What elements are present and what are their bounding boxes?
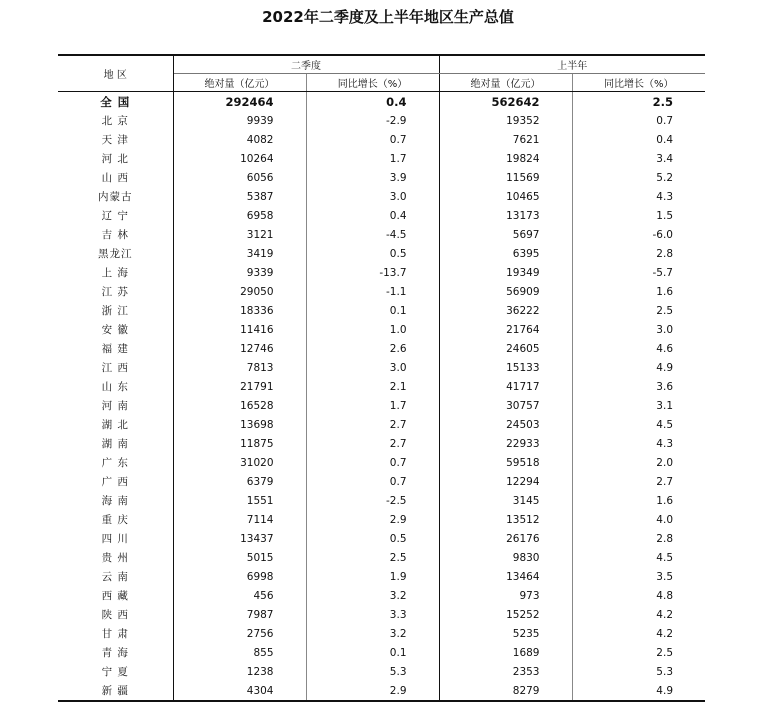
- region-name: 重 庆: [58, 510, 173, 529]
- table-row: [58, 149, 705, 168]
- q2-growth-cell: 1.7: [306, 149, 439, 168]
- table-row: [58, 206, 705, 225]
- q2-growth-cell: 0.7: [306, 453, 439, 472]
- h1-abs-cell: 24503: [439, 415, 572, 434]
- h1-growth-cell: 5.3: [656, 665, 673, 678]
- region-name: 广 西: [58, 472, 173, 491]
- h1-abs-cell: 26176: [439, 529, 572, 548]
- h1-growth-cell: -5.7: [652, 266, 673, 279]
- h1-abs-cell: 5697: [439, 225, 572, 244]
- h1-growth-cell: 3.5: [656, 570, 673, 583]
- h1-growth-cell: 4.5: [656, 551, 673, 564]
- region-name: 河 南: [58, 396, 173, 415]
- q2-growth-cell: 0.5: [306, 244, 439, 263]
- region-name: 全 国: [58, 92, 173, 112]
- region-name: 江 西: [58, 358, 173, 377]
- h1-abs-cell: 13512: [439, 510, 572, 529]
- h1-abs-cell: 3145: [439, 491, 572, 510]
- q2-abs-cell: 292464: [173, 92, 306, 112]
- h1-growth-cell: -6.0: [652, 228, 673, 241]
- region-name: 西 藏: [58, 586, 173, 605]
- q2-abs-cell: 31020: [173, 453, 306, 472]
- region-name: 河 北: [58, 149, 173, 168]
- q2-abs-cell: 9939: [173, 111, 306, 130]
- h1-growth-cell: 3.1: [656, 399, 673, 412]
- h1-growth-cell: 4.3: [656, 437, 673, 450]
- table-row: [58, 130, 705, 149]
- h1-growth-cell: 5.2: [656, 171, 673, 184]
- q2-growth-cell: 2.6: [306, 339, 439, 358]
- h1-growth-cell: 4.9: [656, 361, 673, 374]
- q2-growth-cell: 3.3: [306, 605, 439, 624]
- h1-abs-cell: 30757: [439, 396, 572, 415]
- table-row: [58, 529, 705, 548]
- q2-growth-cell: 1.7: [306, 396, 439, 415]
- q2-abs-cell: 7813: [173, 358, 306, 377]
- h1-abs-cell: 13464: [439, 567, 572, 586]
- region-name: 四 川: [58, 529, 173, 548]
- h1-growth-cell: 4.0: [656, 513, 673, 526]
- h1-abs-cell: 12294: [439, 472, 572, 491]
- region-name: 云 南: [58, 567, 173, 586]
- q2-abs-cell: 11875: [173, 434, 306, 453]
- h1-abs-cell: 59518: [439, 453, 572, 472]
- region-name: 黑龙江: [58, 244, 173, 263]
- table-row: [58, 263, 705, 282]
- h1-growth-cell: 2.5: [656, 304, 673, 317]
- table-row: [58, 605, 705, 624]
- q2-growth-cell: 0.1: [306, 643, 439, 662]
- region-name: 青 海: [58, 643, 173, 662]
- region-name: 宁 夏: [58, 662, 173, 681]
- h1-growth-cell: 2.5: [656, 646, 673, 659]
- table-row: [58, 472, 705, 491]
- h1-growth-cell: 2.8: [656, 247, 673, 260]
- q2-abs-header: 绝对量（亿元）: [173, 74, 306, 92]
- q2-growth-cell: 3.2: [306, 586, 439, 605]
- table-row: [58, 301, 705, 320]
- q2-growth-cell: -2.9: [306, 111, 439, 130]
- h1-abs-cell: 24605: [439, 339, 572, 358]
- h1-growth-cell: 1.5: [656, 209, 673, 222]
- q2-abs-cell: 29050: [173, 282, 306, 301]
- q2-growth-cell: 1.0: [306, 320, 439, 339]
- q2-abs-cell: 12746: [173, 339, 306, 358]
- q2-abs-cell: 7987: [173, 605, 306, 624]
- h1-growth-cell: 4.5: [656, 418, 673, 431]
- h1-header: 上半年: [439, 55, 705, 74]
- h1-growth-cell: 4.9: [572, 681, 705, 701]
- region-name: 陕 西: [58, 605, 173, 624]
- q2-header: 二季度: [173, 55, 439, 74]
- q2-abs-cell: 5387: [173, 187, 306, 206]
- q2-growth-cell: 0.4: [306, 92, 439, 112]
- q2-abs-cell: 6056: [173, 168, 306, 187]
- h1-abs-cell: 7621: [439, 130, 572, 149]
- region-name: 江 苏: [58, 282, 173, 301]
- h1-abs-cell: 21764: [439, 320, 572, 339]
- region-name: 山 西: [58, 168, 173, 187]
- q2-growth-cell: 3.0: [306, 187, 439, 206]
- table-row: [58, 567, 705, 586]
- h1-abs-cell: 15252: [439, 605, 572, 624]
- h1-abs-cell: 19824: [439, 149, 572, 168]
- region-name: 甘 肃: [58, 624, 173, 643]
- table-row: [58, 244, 705, 263]
- region-name: 新 疆: [58, 681, 173, 701]
- q2-abs-cell: 21791: [173, 377, 306, 396]
- q2-growth-cell: 2.1: [306, 377, 439, 396]
- q2-growth-cell: 2.9: [306, 681, 439, 701]
- region-header: 地 区: [58, 55, 173, 92]
- q2-abs-cell: 2756: [173, 624, 306, 643]
- region-name: 湖 北: [58, 415, 173, 434]
- table-row: [58, 453, 705, 472]
- table-row-total: [58, 92, 705, 112]
- table-row: [58, 415, 705, 434]
- table-row: [58, 624, 705, 643]
- q2-abs-cell: 10264: [173, 149, 306, 168]
- h1-abs-cell: 41717: [439, 377, 572, 396]
- q2-growth-cell: 0.7: [306, 130, 439, 149]
- region-name: 浙 江: [58, 301, 173, 320]
- h1-growth-cell: 4.2: [656, 627, 673, 640]
- region-name: 吉 林: [58, 225, 173, 244]
- table-row: [58, 510, 705, 529]
- h1-abs-cell: 2353: [439, 662, 572, 681]
- q2-abs-cell: 456: [173, 586, 306, 605]
- h1-abs-cell: 5235: [439, 624, 572, 643]
- q2-growth-cell: 3.9: [306, 168, 439, 187]
- region-name: 山 东: [58, 377, 173, 396]
- h1-growth-cell: 2.7: [656, 475, 673, 488]
- h1-abs-cell: 10465: [439, 187, 572, 206]
- h1-growth-cell: 3.4: [656, 152, 673, 165]
- q2-growth-cell: -2.5: [306, 491, 439, 510]
- q2-growth-cell: 3.0: [306, 358, 439, 377]
- q2-abs-cell: 4082: [173, 130, 306, 149]
- gdp-table: [58, 54, 705, 702]
- h1-growth-cell: 0.4: [656, 133, 673, 146]
- q2-abs-cell: 1551: [173, 491, 306, 510]
- q2-growth-cell: 1.9: [306, 567, 439, 586]
- region-name: 内蒙古: [58, 187, 173, 206]
- h1-abs-cell: 56909: [439, 282, 572, 301]
- table-row: [58, 643, 705, 662]
- h1-growth-cell: 2.0: [656, 456, 673, 469]
- h1-growth-cell: 3.0: [656, 323, 673, 336]
- table-row: [58, 187, 705, 206]
- region-name: 湖 南: [58, 434, 173, 453]
- h1-abs-cell: 562642: [439, 92, 572, 112]
- q2-abs-cell: 3121: [173, 225, 306, 244]
- table-row: [58, 168, 705, 187]
- h1-abs-cell: 36222: [439, 301, 572, 320]
- table-row: [58, 225, 705, 244]
- h1-abs-cell: 19349: [439, 263, 572, 282]
- h1-abs-header: 绝对量（亿元）: [439, 74, 572, 92]
- q2-abs-cell: 11416: [173, 320, 306, 339]
- h1-abs-cell: 1689: [439, 643, 572, 662]
- h1-abs-cell: 8279: [439, 681, 572, 701]
- table-row: [58, 491, 705, 510]
- table-row: [58, 320, 705, 339]
- q2-growth-cell: 5.3: [306, 662, 439, 681]
- h1-growth-cell: 3.6: [656, 380, 673, 393]
- q2-growth-cell: 0.4: [306, 206, 439, 225]
- q2-abs-cell: 3419: [173, 244, 306, 263]
- q2-growth-cell: 0.7: [306, 472, 439, 491]
- table-row: [58, 377, 705, 396]
- h1-growth-header: 同比增长（%）: [572, 74, 705, 92]
- q2-growth-cell: -1.1: [306, 282, 439, 301]
- region-name: 上 海: [58, 263, 173, 282]
- h1-abs-cell: 11569: [439, 168, 572, 187]
- q2-abs-cell: 855: [173, 643, 306, 662]
- q2-abs-cell: 1238: [173, 662, 306, 681]
- q2-abs-cell: 6958: [173, 206, 306, 225]
- table-row: [58, 282, 705, 301]
- q2-abs-cell: 7114: [173, 510, 306, 529]
- q2-growth-cell: -13.7: [306, 263, 439, 282]
- q2-abs-cell: 4304: [173, 681, 306, 701]
- q2-abs-cell: 16528: [173, 396, 306, 415]
- table-row: [58, 586, 705, 605]
- region-name: 北 京: [58, 111, 173, 130]
- h1-growth-cell: 1.6: [656, 285, 673, 298]
- table-row: [58, 681, 705, 701]
- q2-growth-cell: -4.5: [306, 225, 439, 244]
- q2-abs-cell: 5015: [173, 548, 306, 567]
- region-name: 海 南: [58, 491, 173, 510]
- table-body: [58, 92, 705, 702]
- h1-abs-cell: 15133: [439, 358, 572, 377]
- q2-abs-cell: 9339: [173, 263, 306, 282]
- region-name: 贵 州: [58, 548, 173, 567]
- table-row: [58, 548, 705, 567]
- table-row: [58, 358, 705, 377]
- h1-growth-cell: 4.8: [656, 589, 673, 602]
- h1-growth-cell: 2.5: [652, 94, 673, 109]
- region-name: 安 徽: [58, 320, 173, 339]
- h1-growth-cell: 1.6: [656, 494, 673, 507]
- q2-growth-cell: 3.2: [306, 624, 439, 643]
- q2-growth-header: 同比增长（%）: [306, 74, 439, 92]
- region-name: 辽 宁: [58, 206, 173, 225]
- h1-growth-cell: 2.8: [656, 532, 673, 545]
- q2-growth-cell: 2.9: [306, 510, 439, 529]
- q2-growth-cell: 2.5: [306, 548, 439, 567]
- h1-abs-cell: 13173: [439, 206, 572, 225]
- h1-abs-cell: 6395: [439, 244, 572, 263]
- region-name: 广 东: [58, 453, 173, 472]
- table-row: [58, 111, 705, 130]
- table-row: [58, 662, 705, 681]
- q2-growth-cell: 0.5: [306, 529, 439, 548]
- q2-growth-cell: 0.1: [306, 301, 439, 320]
- h1-abs-cell: 973: [439, 586, 572, 605]
- table-row: [58, 339, 705, 358]
- h1-abs-cell: 9830: [439, 548, 572, 567]
- page-title: 2022年二季度及上半年地区生产总值: [262, 8, 514, 26]
- q2-growth-cell: 2.7: [306, 415, 439, 434]
- table-row: [58, 434, 705, 453]
- q2-growth-cell: 2.7: [306, 434, 439, 453]
- h1-growth-cell: 4.3: [656, 190, 673, 203]
- region-name: 福 建: [58, 339, 173, 358]
- q2-abs-cell: 6379: [173, 472, 306, 491]
- h1-abs-cell: 22933: [439, 434, 572, 453]
- q2-abs-cell: 13698: [173, 415, 306, 434]
- q2-abs-cell: 6998: [173, 567, 306, 586]
- h1-abs-cell: 19352: [439, 111, 572, 130]
- region-name: 天 津: [58, 130, 173, 149]
- h1-growth-cell: 0.7: [656, 114, 673, 127]
- h1-growth-cell: 4.6: [656, 342, 673, 355]
- q2-abs-cell: 13437: [173, 529, 306, 548]
- q2-abs-cell: 18336: [173, 301, 306, 320]
- table-row: [58, 396, 705, 415]
- h1-growth-cell: 4.2: [656, 608, 673, 621]
